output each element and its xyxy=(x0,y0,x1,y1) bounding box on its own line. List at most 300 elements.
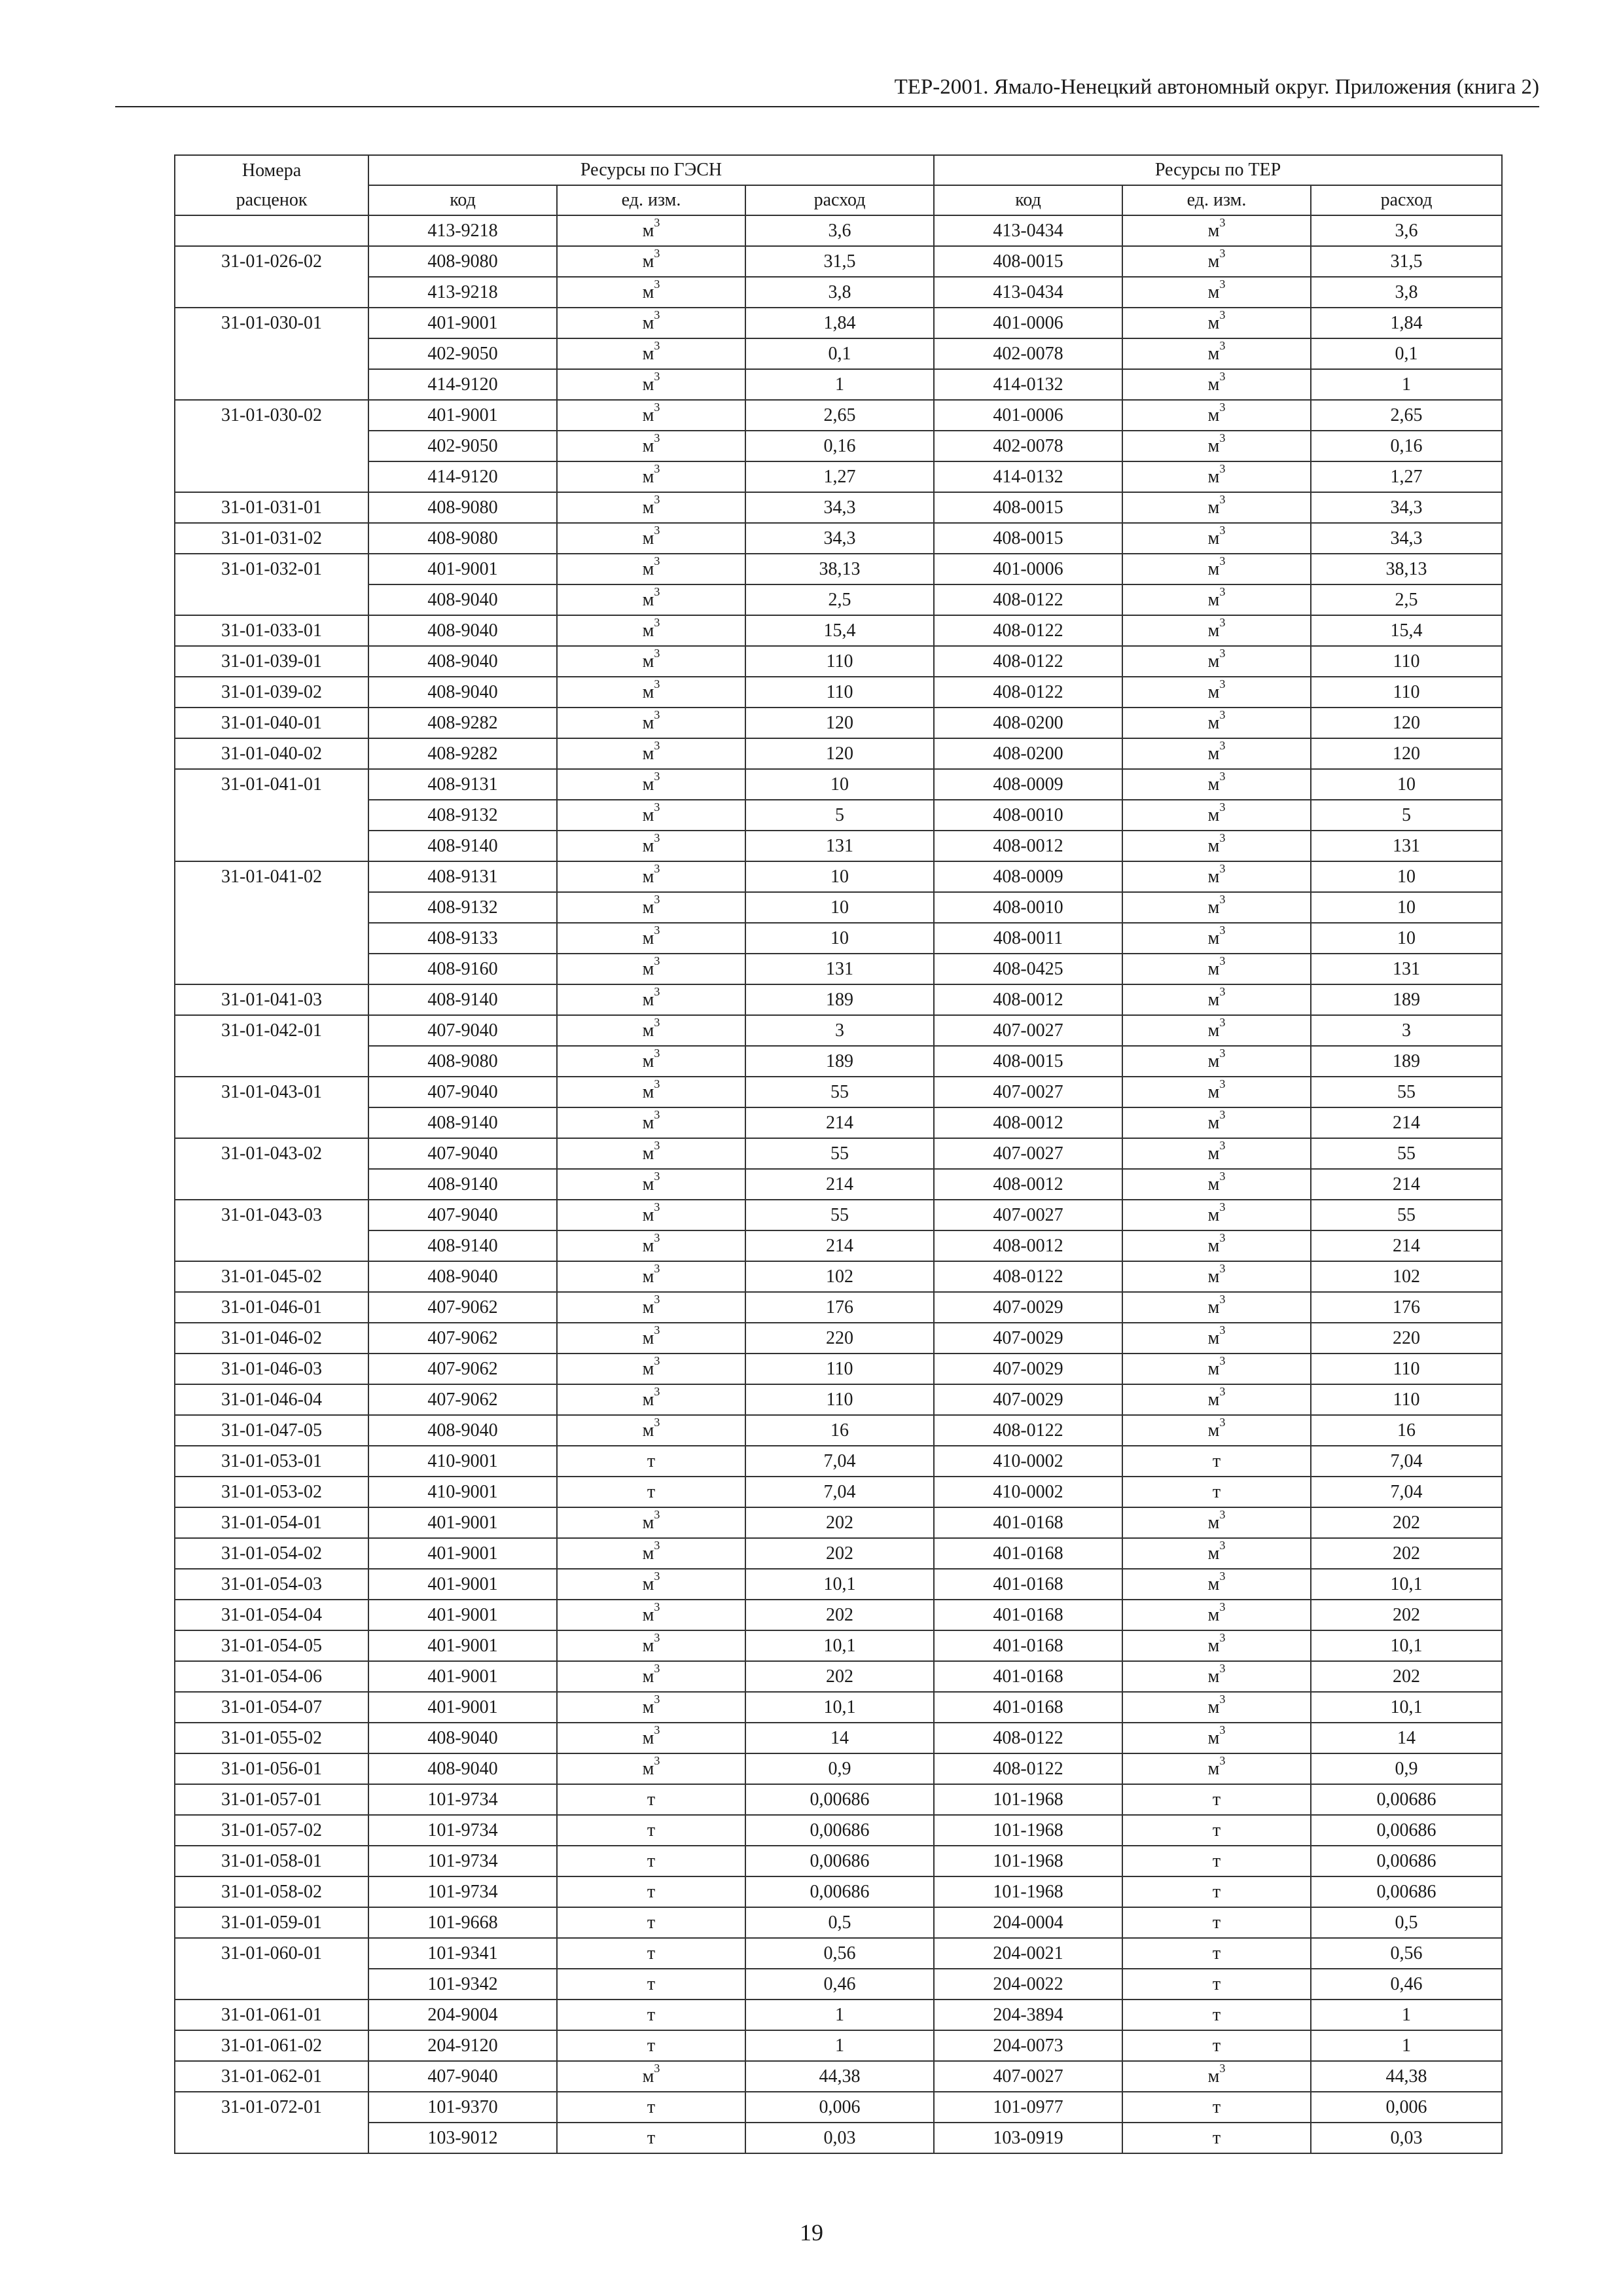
ter-unit-cell: т xyxy=(1122,1477,1311,1507)
gesn-unit-cell: $м^3$ xyxy=(557,277,745,308)
gesn-qty-cell: 16 xyxy=(745,1415,934,1446)
gesn-unit-cell: т xyxy=(557,2092,745,2123)
ter-qty-cell: 0,00686 xyxy=(1311,1784,1502,1815)
table-row xyxy=(175,215,1502,246)
gesn-qty-cell: 10,1 xyxy=(745,1569,934,1600)
ter-qty-cell: 3 xyxy=(1311,1015,1502,1046)
ter-qty-cell: 31,5 xyxy=(1311,246,1502,277)
ter-unit-cell: $м^3$ xyxy=(1122,1569,1311,1600)
rate-number-cell: 31-01-055-02 xyxy=(175,1723,368,1753)
gesn-code-cell: 101-9370 xyxy=(368,2092,557,2123)
gesn-qty-cell: 2,65 xyxy=(745,400,934,431)
ter-code-cell: 408-0010 xyxy=(934,892,1122,923)
gesn-unit-cell: т xyxy=(557,1446,745,1477)
rate-number-cell xyxy=(175,338,368,369)
gesn-qty-cell: 0,9 xyxy=(745,1753,934,1784)
table-row xyxy=(175,923,1502,954)
table-row xyxy=(175,1876,1502,1907)
gesn-qty-cell: 34,3 xyxy=(745,492,934,523)
table-row xyxy=(175,431,1502,461)
resources-table xyxy=(174,154,1503,2154)
ter-unit-cell: т xyxy=(1122,2030,1311,2061)
table-row xyxy=(175,1169,1502,1200)
ter-qty-cell: 131 xyxy=(1311,954,1502,984)
ter-qty-cell: 3,8 xyxy=(1311,277,1502,308)
gesn-qty-cell: 10,1 xyxy=(745,1692,934,1723)
ter-code-cell: 408-0200 xyxy=(934,738,1122,769)
table-row xyxy=(175,1446,1502,1477)
ter-unit-cell: $м^3$ xyxy=(1122,861,1311,892)
gesn-code-cell: 408-9131 xyxy=(368,769,557,800)
ter-qty-cell: 0,00686 xyxy=(1311,1846,1502,1876)
ter-code-cell: 204-3894 xyxy=(934,2000,1122,2030)
gesn-code-cell: 407-9040 xyxy=(368,1200,557,1230)
ter-qty-cell: 10 xyxy=(1311,923,1502,954)
ter-unit-cell: $м^3$ xyxy=(1122,523,1311,554)
ter-code-cell: 402-0078 xyxy=(934,431,1122,461)
gesn-unit-cell: $м^3$ xyxy=(557,215,745,246)
ter-code-cell: 414-0132 xyxy=(934,461,1122,492)
gesn-code-cell: 204-9004 xyxy=(368,2000,557,2030)
ter-unit-cell: $м^3$ xyxy=(1122,1415,1311,1446)
ter-unit-cell: т xyxy=(1122,2092,1311,2123)
rate-number-cell: 31-01-030-01 xyxy=(175,308,368,338)
gesn-unit-cell: $м^3$ xyxy=(557,2061,745,2092)
table-row xyxy=(175,1323,1502,1354)
header-gesn-unit: ед. изм. xyxy=(557,185,745,215)
gesn-code-cell: 408-9080 xyxy=(368,246,557,277)
rate-number-cell: 31-01-039-01 xyxy=(175,646,368,677)
gesn-code-cell: 407-9062 xyxy=(368,1292,557,1323)
gesn-qty-cell: 202 xyxy=(745,1661,934,1692)
rate-number-cell: 31-01-054-03 xyxy=(175,1569,368,1600)
ter-qty-cell: 14 xyxy=(1311,1723,1502,1753)
gesn-code-cell: 407-9062 xyxy=(368,1354,557,1384)
gesn-unit-cell: $м^3$ xyxy=(557,1569,745,1600)
gesn-unit-cell: т xyxy=(557,1815,745,1846)
page-number: 19 xyxy=(800,2219,823,2246)
table-row xyxy=(175,1661,1502,1692)
gesn-unit-cell: $м^3$ xyxy=(557,831,745,861)
gesn-unit-cell: $м^3$ xyxy=(557,1292,745,1323)
ter-code-cell: 408-0015 xyxy=(934,523,1122,554)
table-row xyxy=(175,1261,1502,1292)
ter-qty-cell: 189 xyxy=(1311,1046,1502,1077)
header-ter-unit: ед. изм. xyxy=(1122,185,1311,215)
ter-qty-cell: 10 xyxy=(1311,861,1502,892)
gesn-qty-cell: 110 xyxy=(745,677,934,708)
gesn-code-cell: 401-9001 xyxy=(368,1507,557,1538)
ter-unit-cell: $м^3$ xyxy=(1122,1046,1311,1077)
rate-number-cell xyxy=(175,369,368,400)
ter-unit-cell: $м^3$ xyxy=(1122,277,1311,308)
gesn-qty-cell: 1 xyxy=(745,2000,934,2030)
gesn-code-cell: 410-9001 xyxy=(368,1477,557,1507)
table-row xyxy=(175,861,1502,892)
ter-code-cell: 408-0012 xyxy=(934,984,1122,1015)
gesn-qty-cell: 0,1 xyxy=(745,338,934,369)
gesn-qty-cell: 0,00686 xyxy=(745,1846,934,1876)
gesn-unit-cell: т xyxy=(557,1907,745,1938)
ter-qty-cell: 189 xyxy=(1311,984,1502,1015)
ter-code-cell: 408-0122 xyxy=(934,1415,1122,1446)
gesn-unit-cell: $м^3$ xyxy=(557,1077,745,1107)
ter-unit-cell: $м^3$ xyxy=(1122,1384,1311,1415)
rate-number-cell: 31-01-054-07 xyxy=(175,1692,368,1723)
gesn-unit-cell: $м^3$ xyxy=(557,1538,745,1569)
gesn-unit-cell: $м^3$ xyxy=(557,923,745,954)
gesn-code-cell: 407-9040 xyxy=(368,1077,557,1107)
rate-number-cell xyxy=(175,1969,368,2000)
gesn-unit-cell: $м^3$ xyxy=(557,677,745,708)
gesn-qty-cell: 0,16 xyxy=(745,431,934,461)
ter-code-cell: 410-0002 xyxy=(934,1477,1122,1507)
rate-number-cell: 31-01-057-02 xyxy=(175,1815,368,1846)
ter-code-cell: 101-1968 xyxy=(934,1784,1122,1815)
gesn-code-cell: 408-9040 xyxy=(368,1261,557,1292)
ter-code-cell: 408-0425 xyxy=(934,954,1122,984)
ter-code-cell: 408-0009 xyxy=(934,861,1122,892)
ter-code-cell: 413-0434 xyxy=(934,277,1122,308)
gesn-unit-cell: $м^3$ xyxy=(557,1630,745,1661)
ter-unit-cell: $м^3$ xyxy=(1122,708,1311,738)
ter-qty-cell: 202 xyxy=(1311,1600,1502,1630)
header-gesn-qty: расход xyxy=(745,185,934,215)
ter-qty-cell: 110 xyxy=(1311,646,1502,677)
table-row xyxy=(175,1077,1502,1107)
gesn-qty-cell: 189 xyxy=(745,1046,934,1077)
ter-code-cell: 408-0015 xyxy=(934,1046,1122,1077)
page-header xyxy=(115,73,1539,107)
table-row xyxy=(175,400,1502,431)
ter-code-cell: 407-0029 xyxy=(934,1323,1122,1354)
gesn-qty-cell: 110 xyxy=(745,1384,934,1415)
gesn-code-cell: 408-9140 xyxy=(368,831,557,861)
gesn-qty-cell: 0,03 xyxy=(745,2123,934,2153)
gesn-unit-cell: $м^3$ xyxy=(557,646,745,677)
gesn-unit-cell: $м^3$ xyxy=(557,738,745,769)
ter-code-cell: 408-0012 xyxy=(934,1107,1122,1138)
ter-unit-cell: $м^3$ xyxy=(1122,800,1311,831)
gesn-qty-cell: 7,04 xyxy=(745,1446,934,1477)
ter-unit-cell: т xyxy=(1122,1815,1311,1846)
ter-qty-cell: 0,9 xyxy=(1311,1753,1502,1784)
ter-qty-cell: 202 xyxy=(1311,1538,1502,1569)
gesn-code-cell: 408-9040 xyxy=(368,1753,557,1784)
gesn-unit-cell: $м^3$ xyxy=(557,1753,745,1784)
ter-unit-cell: $м^3$ xyxy=(1122,554,1311,584)
gesn-code-cell: 408-9040 xyxy=(368,677,557,708)
header-ter-resources: Ресурсы по ТЕР xyxy=(934,155,1502,185)
ter-unit-cell: $м^3$ xyxy=(1122,1107,1311,1138)
gesn-qty-cell: 189 xyxy=(745,984,934,1015)
rate-number-cell: 31-01-046-02 xyxy=(175,1323,368,1354)
ter-qty-cell: 34,3 xyxy=(1311,523,1502,554)
gesn-code-cell: 101-9734 xyxy=(368,1846,557,1876)
gesn-unit-cell: $м^3$ xyxy=(557,461,745,492)
table-row xyxy=(175,677,1502,708)
gesn-code-cell: 408-9132 xyxy=(368,892,557,923)
gesn-qty-cell: 0,56 xyxy=(745,1938,934,1969)
ter-qty-cell: 55 xyxy=(1311,1200,1502,1230)
ter-qty-cell: 0,56 xyxy=(1311,1938,1502,1969)
ter-code-cell: 408-0011 xyxy=(934,923,1122,954)
gesn-unit-cell: $м^3$ xyxy=(557,523,745,554)
table-row xyxy=(175,984,1502,1015)
gesn-unit-cell: $м^3$ xyxy=(557,308,745,338)
rate-number-cell: 31-01-031-01 xyxy=(175,492,368,523)
table-row xyxy=(175,1138,1502,1169)
ter-qty-cell: 7,04 xyxy=(1311,1477,1502,1507)
gesn-qty-cell: 220 xyxy=(745,1323,934,1354)
ter-unit-cell: $м^3$ xyxy=(1122,677,1311,708)
table-row xyxy=(175,800,1502,831)
ter-code-cell: 408-0012 xyxy=(934,831,1122,861)
ter-qty-cell: 5 xyxy=(1311,800,1502,831)
ter-qty-cell: 110 xyxy=(1311,677,1502,708)
gesn-code-cell: 408-9132 xyxy=(368,800,557,831)
gesn-unit-cell: $м^3$ xyxy=(557,1107,745,1138)
gesn-code-cell: 414-9120 xyxy=(368,461,557,492)
rate-number-cell: 31-01-054-06 xyxy=(175,1661,368,1692)
gesn-unit-cell: $м^3$ xyxy=(557,1600,745,1630)
table-row xyxy=(175,1723,1502,1753)
table-row xyxy=(175,831,1502,861)
gesn-code-cell: 408-9282 xyxy=(368,738,557,769)
ter-code-cell: 408-0010 xyxy=(934,800,1122,831)
ter-unit-cell: т xyxy=(1122,1969,1311,2000)
gesn-qty-cell: 1 xyxy=(745,2030,934,2061)
ter-code-cell: 101-0977 xyxy=(934,2092,1122,2123)
gesn-unit-cell: $м^3$ xyxy=(557,369,745,400)
table-row xyxy=(175,584,1502,615)
header-gesn-resources: Ресурсы по ГЭСН xyxy=(368,155,934,185)
gesn-code-cell: 414-9120 xyxy=(368,369,557,400)
gesn-code-cell: 408-9040 xyxy=(368,1723,557,1753)
ter-qty-cell: 214 xyxy=(1311,1107,1502,1138)
ter-unit-cell: т xyxy=(1122,1876,1311,1907)
ter-qty-cell: 10,1 xyxy=(1311,1630,1502,1661)
ter-unit-cell: $м^3$ xyxy=(1122,1200,1311,1230)
header-rate-numbers: Номера xyxy=(175,155,368,185)
rate-number-cell: 31-01-062-01 xyxy=(175,2061,368,2092)
ter-unit-cell: $м^3$ xyxy=(1122,738,1311,769)
gesn-unit-cell: $м^3$ xyxy=(557,492,745,523)
gesn-unit-cell: $м^3$ xyxy=(557,1661,745,1692)
ter-code-cell: 408-0122 xyxy=(934,1753,1122,1784)
gesn-qty-cell: 2,5 xyxy=(745,584,934,615)
ter-code-cell: 103-0919 xyxy=(934,2123,1122,2153)
ter-qty-cell: 10 xyxy=(1311,769,1502,800)
ter-qty-cell: 1 xyxy=(1311,369,1502,400)
gesn-unit-cell: $м^3$ xyxy=(557,615,745,646)
gesn-qty-cell: 214 xyxy=(745,1107,934,1138)
ter-unit-cell: $м^3$ xyxy=(1122,1138,1311,1169)
gesn-qty-cell: 31,5 xyxy=(745,246,934,277)
ter-unit-cell: $м^3$ xyxy=(1122,431,1311,461)
table-row xyxy=(175,1200,1502,1230)
ter-code-cell: 408-0015 xyxy=(934,492,1122,523)
ter-code-cell: 408-0122 xyxy=(934,615,1122,646)
gesn-qty-cell: 34,3 xyxy=(745,523,934,554)
table-row xyxy=(175,1107,1502,1138)
ter-qty-cell: 10,1 xyxy=(1311,1692,1502,1723)
gesn-qty-cell: 44,38 xyxy=(745,2061,934,2092)
table-row xyxy=(175,461,1502,492)
gesn-qty-cell: 5 xyxy=(745,800,934,831)
gesn-qty-cell: 1,27 xyxy=(745,461,934,492)
gesn-unit-cell: $м^3$ xyxy=(557,554,745,584)
gesn-qty-cell: 214 xyxy=(745,1169,934,1200)
ter-code-cell: 204-0004 xyxy=(934,1907,1122,1938)
ter-unit-cell: $м^3$ xyxy=(1122,1600,1311,1630)
gesn-code-cell: 401-9001 xyxy=(368,1600,557,1630)
ter-unit-cell: $м^3$ xyxy=(1122,1169,1311,1200)
rate-number-cell: 31-01-041-03 xyxy=(175,984,368,1015)
ter-unit-cell: $м^3$ xyxy=(1122,831,1311,861)
ter-unit-cell: $м^3$ xyxy=(1122,338,1311,369)
ter-unit-cell: $м^3$ xyxy=(1122,984,1311,1015)
gesn-unit-cell: $м^3$ xyxy=(557,1169,745,1200)
rate-number-cell: 31-01-026-02 xyxy=(175,246,368,277)
gesn-code-cell: 410-9001 xyxy=(368,1446,557,1477)
ter-code-cell: 401-0006 xyxy=(934,400,1122,431)
gesn-code-cell: 401-9001 xyxy=(368,400,557,431)
ter-qty-cell: 15,4 xyxy=(1311,615,1502,646)
ter-unit-cell: $м^3$ xyxy=(1122,954,1311,984)
table-row xyxy=(175,2092,1502,2123)
gesn-unit-cell: т xyxy=(557,2030,745,2061)
ter-code-cell: 408-0200 xyxy=(934,708,1122,738)
ter-code-cell: 204-0022 xyxy=(934,1969,1122,2000)
gesn-unit-cell: $м^3$ xyxy=(557,1138,745,1169)
table-row xyxy=(175,1538,1502,1569)
rate-number-cell: 31-01-059-01 xyxy=(175,1907,368,1938)
ter-code-cell: 408-0122 xyxy=(934,584,1122,615)
table-row xyxy=(175,1015,1502,1046)
gesn-unit-cell: $м^3$ xyxy=(557,1046,745,1077)
gesn-unit-cell: т xyxy=(557,2123,745,2153)
gesn-unit-cell: $м^3$ xyxy=(557,800,745,831)
rate-number-cell: 31-01-040-01 xyxy=(175,708,368,738)
ter-code-cell: 408-0012 xyxy=(934,1230,1122,1261)
gesn-code-cell: 408-9040 xyxy=(368,646,557,677)
table-row xyxy=(175,2030,1502,2061)
rate-number-cell xyxy=(175,1107,368,1138)
gesn-qty-cell: 7,04 xyxy=(745,1477,934,1507)
rate-number-cell: 31-01-061-01 xyxy=(175,2000,368,2030)
gesn-unit-cell: $м^3$ xyxy=(557,431,745,461)
rate-number-cell: 31-01-043-03 xyxy=(175,1200,368,1230)
header-ter-code: код xyxy=(934,185,1122,215)
ter-code-cell: 408-0015 xyxy=(934,246,1122,277)
ter-qty-cell: 131 xyxy=(1311,831,1502,861)
ter-unit-cell: т xyxy=(1122,1846,1311,1876)
gesn-unit-cell: $м^3$ xyxy=(557,1323,745,1354)
ter-code-cell: 101-1968 xyxy=(934,1815,1122,1846)
ter-unit-cell: $м^3$ xyxy=(1122,246,1311,277)
gesn-code-cell: 408-9133 xyxy=(368,923,557,954)
ter-unit-cell: $м^3$ xyxy=(1122,923,1311,954)
ter-code-cell: 407-0027 xyxy=(934,2061,1122,2092)
ter-code-cell: 401-0006 xyxy=(934,554,1122,584)
table-row xyxy=(175,338,1502,369)
gesn-qty-cell: 120 xyxy=(745,708,934,738)
rate-number-cell xyxy=(175,277,368,308)
ter-qty-cell: 214 xyxy=(1311,1169,1502,1200)
table-row xyxy=(175,1569,1502,1600)
gesn-code-cell: 408-9140 xyxy=(368,1230,557,1261)
rate-number-cell: 31-01-054-01 xyxy=(175,1507,368,1538)
rate-number-cell xyxy=(175,215,368,246)
ter-unit-cell: $м^3$ xyxy=(1122,308,1311,338)
gesn-code-cell: 413-9218 xyxy=(368,277,557,308)
rate-number-cell xyxy=(175,800,368,831)
gesn-qty-cell: 3,6 xyxy=(745,215,934,246)
gesn-code-cell: 204-9120 xyxy=(368,2030,557,2061)
rate-number-cell xyxy=(175,431,368,461)
rate-number-cell xyxy=(175,2123,368,2153)
gesn-unit-cell: $м^3$ xyxy=(557,1507,745,1538)
gesn-qty-cell: 10 xyxy=(745,769,934,800)
rate-number-cell: 31-01-045-02 xyxy=(175,1261,368,1292)
table-row xyxy=(175,1784,1502,1815)
gesn-unit-cell: $м^3$ xyxy=(557,1692,745,1723)
ter-qty-cell: 110 xyxy=(1311,1354,1502,1384)
gesn-code-cell: 401-9001 xyxy=(368,554,557,584)
ter-qty-cell: 7,04 xyxy=(1311,1446,1502,1477)
gesn-code-cell: 401-9001 xyxy=(368,1661,557,1692)
ter-qty-cell: 0,00686 xyxy=(1311,1815,1502,1846)
gesn-code-cell: 407-9040 xyxy=(368,1015,557,1046)
gesn-qty-cell: 55 xyxy=(745,1200,934,1230)
table-row xyxy=(175,369,1502,400)
ter-code-cell: 401-0168 xyxy=(934,1692,1122,1723)
ter-code-cell: 407-0029 xyxy=(934,1384,1122,1415)
rate-number-cell: 31-01-058-01 xyxy=(175,1846,368,1876)
gesn-qty-cell: 10,1 xyxy=(745,1630,934,1661)
ter-qty-cell: 0,16 xyxy=(1311,431,1502,461)
ter-qty-cell: 120 xyxy=(1311,708,1502,738)
gesn-qty-cell: 131 xyxy=(745,831,934,861)
rate-number-cell: 31-01-053-02 xyxy=(175,1477,368,1507)
gesn-code-cell: 408-9040 xyxy=(368,1415,557,1446)
table-row xyxy=(175,1230,1502,1261)
table-row xyxy=(175,1477,1502,1507)
ter-unit-cell: $м^3$ xyxy=(1122,1077,1311,1107)
gesn-code-cell: 101-9734 xyxy=(368,1784,557,1815)
ter-unit-cell: $м^3$ xyxy=(1122,892,1311,923)
ter-unit-cell: $м^3$ xyxy=(1122,1723,1311,1753)
table-row xyxy=(175,1046,1502,1077)
rate-number-cell: 31-01-046-04 xyxy=(175,1384,368,1415)
ter-code-cell: 407-0027 xyxy=(934,1200,1122,1230)
gesn-qty-cell: 0,00686 xyxy=(745,1876,934,1907)
gesn-qty-cell: 214 xyxy=(745,1230,934,1261)
ter-unit-cell: $м^3$ xyxy=(1122,1015,1311,1046)
ter-qty-cell: 44,38 xyxy=(1311,2061,1502,2092)
gesn-code-cell: 101-9668 xyxy=(368,1907,557,1938)
ter-code-cell: 408-0122 xyxy=(934,1261,1122,1292)
gesn-qty-cell: 3 xyxy=(745,1015,934,1046)
gesn-unit-cell: т xyxy=(557,1938,745,1969)
ter-code-cell: 408-0122 xyxy=(934,677,1122,708)
table-row xyxy=(175,308,1502,338)
gesn-unit-cell: $м^3$ xyxy=(557,1200,745,1230)
table-row xyxy=(175,523,1502,554)
gesn-code-cell: 408-9080 xyxy=(368,1046,557,1077)
gesn-qty-cell: 10 xyxy=(745,861,934,892)
